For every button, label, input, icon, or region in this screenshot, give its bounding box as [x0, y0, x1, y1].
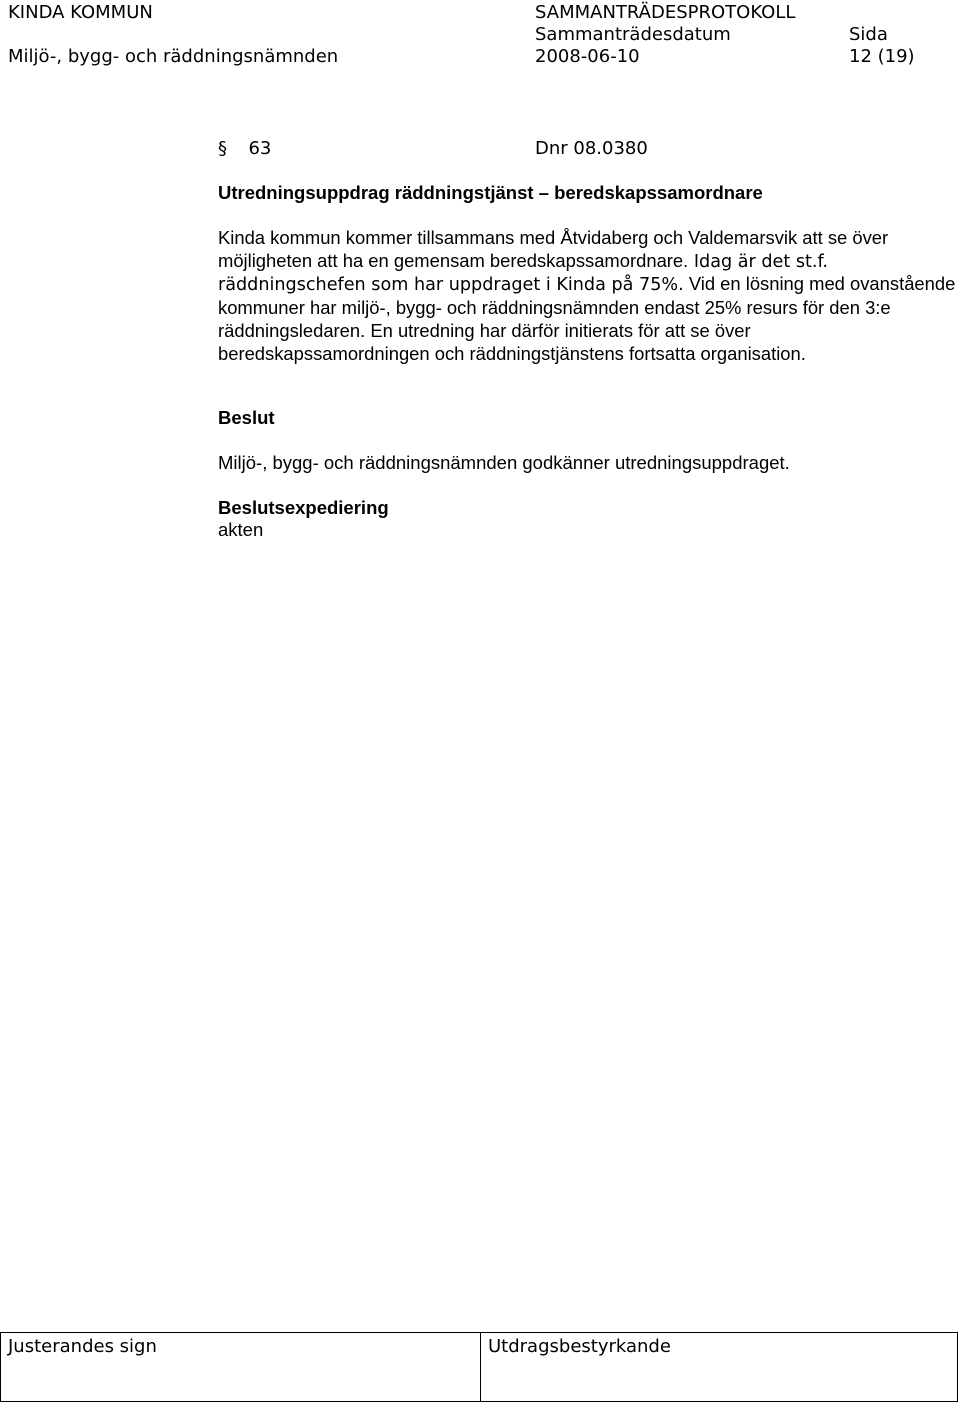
- body-part-2: Idag är det st.f. räddningschefen som har uppdraget i Kinda på 75%.: [218, 252, 829, 296]
- item-number: 63: [248, 138, 272, 159]
- date-label: Sammanträdesdatum: [535, 24, 731, 45]
- body-part-4: En utredning har därför initierats för att se över beredskapssamordningen och räddningstjänstens fortsatta organisation.: [218, 319, 806, 365]
- committee-name: Miljö-, bygg- och räddningsnämnden: [8, 46, 339, 67]
- dnr: Dnr 08.0380: [535, 138, 648, 159]
- certify-label: Utdragsbestyrkande: [488, 1336, 671, 1357]
- body-part-3: Vid en lösning med ovanstående kommuner har miljö-, bygg- och räddningsnämnden endast 25% resurs för den 3:e räddningsledaren.: [218, 273, 956, 341]
- section-number: [218, 138, 271, 160]
- protocol-title: SAMMANTRÄDESPROTOKOLL: [535, 2, 796, 23]
- footer-signature-box: [0, 1332, 958, 1402]
- page-label: Sida: [849, 24, 888, 45]
- decision-heading: Beslut: [218, 407, 275, 428]
- sign-label: Justerandes sign: [8, 1336, 157, 1357]
- distribution-text: akten: [218, 519, 264, 540]
- footer-divider: [480, 1333, 481, 1401]
- page-number: 12 (19): [849, 46, 915, 67]
- meeting-date: 2008-06-10: [535, 46, 640, 67]
- distribution-heading: Beslutsexpediering: [218, 497, 389, 518]
- org-name: KINDA KOMMUN: [8, 2, 153, 23]
- decision-text: Miljö-, bygg- och räddningsnämnden godkänner utredningsuppdraget.: [218, 452, 790, 473]
- item-title: Utredningsuppdrag räddningstjänst – beredskapssamordnare: [218, 182, 763, 203]
- section-symbol: §: [218, 138, 227, 159]
- item-body: [218, 227, 958, 366]
- body-part-1: Kinda kommun kommer tillsammans med Åtvidaberg och Valdemarsvik att se över möjligheten att ha en gemensam beredskapssamordnare.: [218, 227, 889, 272]
